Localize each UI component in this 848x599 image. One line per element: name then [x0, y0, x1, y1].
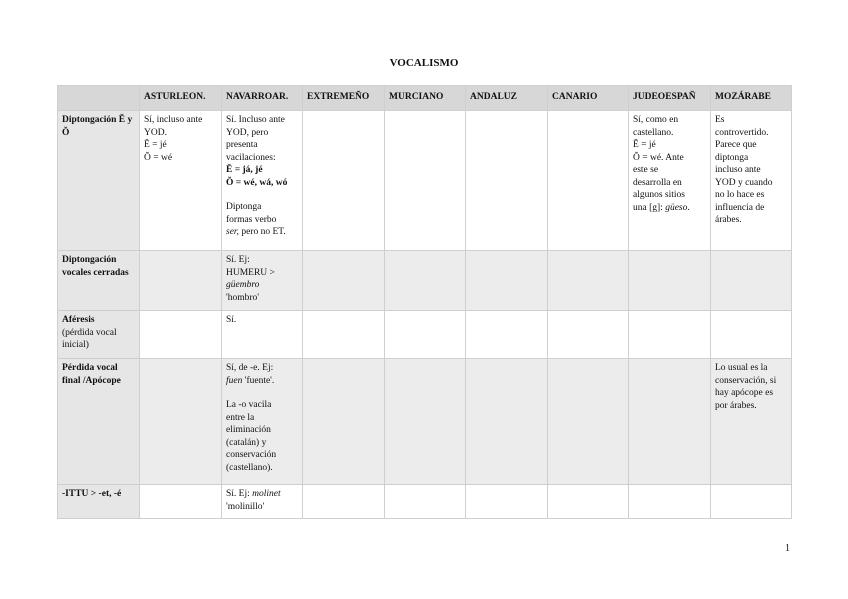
cell-line: eliminación	[226, 425, 271, 435]
cell-text: Sí. Ej:	[226, 489, 250, 499]
cell-mozarabe-cerradas	[711, 251, 792, 311]
table-row-diptongacion-e-o	[58, 111, 792, 251]
cell-line: castellano.	[633, 127, 674, 138]
cell-line: vacilaciones:	[226, 152, 276, 163]
paragraph-gap	[226, 387, 298, 399]
cell-line: Lo usual es la	[715, 363, 768, 373]
cell-line: Ĕ = jé	[144, 140, 167, 150]
cell-murciano-aferesis	[385, 311, 466, 359]
row-header-ittu: -ITTU > -et, -é	[58, 485, 140, 519]
cell-line: Ĕ = jé	[633, 140, 656, 150]
cell-mozarabe-diptongacion	[711, 111, 792, 251]
cell-line: por árabes.	[715, 400, 757, 411]
cell-navarro-cerradas	[222, 251, 303, 311]
cell-line: incluso ante	[715, 165, 761, 175]
cell-line: no lo hace es	[715, 190, 765, 200]
column-header-murciano: MURCIANO	[385, 86, 466, 111]
cell-murciano-ittu	[385, 485, 466, 519]
page-number: 1	[785, 543, 790, 554]
cell-line: hay apócope es	[715, 388, 774, 398]
row-header-subtitle: (pérdida vocal inicial)	[62, 327, 117, 350]
cell-line: una [g]: güeso.	[633, 202, 690, 213]
cell-line: güembro	[226, 280, 260, 290]
cell-murciano-cerradas	[385, 251, 466, 311]
italic-word: güeso	[665, 202, 688, 213]
cell-line: desarrolla en	[633, 177, 682, 188]
column-header-judeoespan: JUDEOESPAÑ	[629, 86, 711, 111]
cell-mozarabe-ittu	[711, 485, 792, 519]
cell-canario-aferesis	[548, 311, 629, 359]
cell-asturleon-diptongacion	[140, 111, 222, 251]
cell-extremeno-apocope	[303, 359, 385, 485]
cell-line: formas verbo	[226, 214, 277, 225]
column-header-extremeno: EXTREMEÑO	[303, 86, 385, 111]
cell-navarro-apocope	[222, 359, 303, 485]
cell-mozarabe-apocope	[711, 359, 792, 485]
cell-mozarabe-aferesis	[711, 311, 792, 359]
cell-line: Sí, de -e. Ej:	[226, 363, 274, 373]
italic-word: ser,	[226, 227, 239, 237]
cell-andaluz-diptongacion	[466, 111, 548, 251]
cell-line: Ŏ = wé. Ante	[633, 152, 684, 163]
cell-line: entre la	[226, 412, 255, 423]
cell-judeo-aferesis	[629, 311, 711, 359]
column-header-asturleon: ASTURLEON.	[140, 86, 222, 111]
cell-andaluz-ittu	[466, 485, 548, 519]
cell-line: YOD.	[144, 127, 167, 138]
cell-asturleon-apocope	[140, 359, 222, 485]
cell-text: una	[633, 202, 647, 213]
cell-line: HUMERU >	[226, 267, 275, 278]
row-header-title: Aféresis	[62, 315, 95, 325]
cell-line: La -o vacila	[226, 400, 272, 410]
italic-word: fuen	[226, 375, 243, 386]
cell-line: 'hombro'	[226, 292, 259, 303]
row-header-apocope: Pérdida vocal final /Apócope	[58, 359, 140, 485]
cell-line	[226, 375, 298, 388]
row-header-diptongacion-cerradas: Diptongación vocales cerradas	[58, 251, 140, 311]
cell-navarro-diptongacion	[222, 111, 303, 251]
cell-line: (castellano).	[226, 462, 273, 473]
page-title: VOCALISMO	[389, 57, 459, 69]
cell-extremeno-aferesis	[303, 311, 385, 359]
cell-line: conservación	[226, 450, 277, 460]
cell-line: YOD y cuando	[715, 177, 773, 188]
cell-line	[226, 226, 298, 239]
cell-canario-diptongacion	[548, 111, 629, 251]
header-row	[58, 86, 792, 111]
cell-line: conservación, si	[715, 375, 777, 386]
phonetic-symbol: [g]	[649, 202, 661, 213]
cell-line: Es	[715, 115, 725, 125]
cell-andaluz-apocope	[466, 359, 548, 485]
column-header-canario: CANARIO	[548, 86, 629, 111]
cell-line: Ŏ = wé, wá, wó	[226, 177, 288, 188]
cell-asturleon-ittu	[140, 485, 222, 519]
cell-line: diptonga	[715, 152, 749, 163]
cell-line: Parece que	[715, 140, 757, 150]
paragraph-gap	[226, 189, 298, 201]
table-row-aferesis	[58, 311, 792, 359]
cell-asturleon-aferesis	[140, 311, 222, 359]
cell-line: Sí.	[226, 315, 237, 325]
cell-extremeno-cerradas	[303, 251, 385, 311]
cell-andaluz-aferesis	[466, 311, 548, 359]
cell-navarro-aferesis	[222, 311, 303, 359]
cell-andaluz-cerradas	[466, 251, 548, 311]
row-header-aferesis	[58, 311, 140, 359]
cell-line: árabes.	[715, 215, 742, 225]
cell-line: presenta	[226, 140, 258, 150]
cell-line: Ĕ = já, jé	[226, 165, 263, 175]
cell-line: Diptonga	[226, 202, 262, 212]
column-header-navarroar: NAVARROAR.	[222, 86, 303, 111]
cell-canario-apocope	[548, 359, 629, 485]
cell-judeo-diptongacion	[629, 111, 711, 251]
cell-extremeno-ittu	[303, 485, 385, 519]
cell-navarro-ittu	[222, 485, 303, 519]
cell-line: controvertido.	[715, 127, 769, 138]
cell-judeo-apocope	[629, 359, 711, 485]
cell-extremeno-diptongacion	[303, 111, 385, 251]
cell-line	[226, 488, 298, 501]
table-row-diptongacion-cerradas	[58, 251, 792, 311]
table-row-apocope	[58, 359, 792, 485]
cell-line: Sí, incluso ante	[144, 115, 203, 125]
column-header-mozarabe: MOZÁRABE	[711, 86, 792, 111]
cell-line: YOD, pero	[226, 127, 269, 138]
cell-asturleon-cerradas	[140, 251, 222, 311]
cell-line: algunos sitios	[633, 190, 685, 200]
cell-text: pero no ET.	[241, 227, 286, 237]
cell-line: Ŏ = wé	[144, 152, 173, 163]
cell-canario-ittu	[548, 485, 629, 519]
cell-line: Sí. Incluso ante	[226, 115, 285, 125]
row-header-diptongacion-e-o: Diptongación Ĕ y Ŏ	[58, 111, 140, 251]
cell-judeo-cerradas	[629, 251, 711, 311]
cell-line: este se	[633, 165, 659, 175]
cell-line: 'molinillo'	[226, 501, 265, 512]
italic-word: molinet	[252, 489, 281, 499]
column-header-andaluz: ANDALUZ	[466, 86, 548, 111]
table-row-ittu	[58, 485, 792, 519]
cell-line: influencia de	[715, 202, 765, 213]
vocalismo-table	[57, 85, 792, 519]
cell-murciano-apocope	[385, 359, 466, 485]
cell-text: 'fuente'.	[244, 375, 275, 386]
cell-judeo-ittu	[629, 485, 711, 519]
cell-line: (catalán) y	[226, 437, 267, 448]
cell-text: .	[687, 202, 690, 213]
cell-line: Sí, como en	[633, 115, 679, 125]
header-corner-cell	[58, 86, 140, 111]
cell-line: Sí. Ej:	[226, 255, 250, 265]
cell-murciano-diptongacion	[385, 111, 466, 251]
cell-canario-cerradas	[548, 251, 629, 311]
